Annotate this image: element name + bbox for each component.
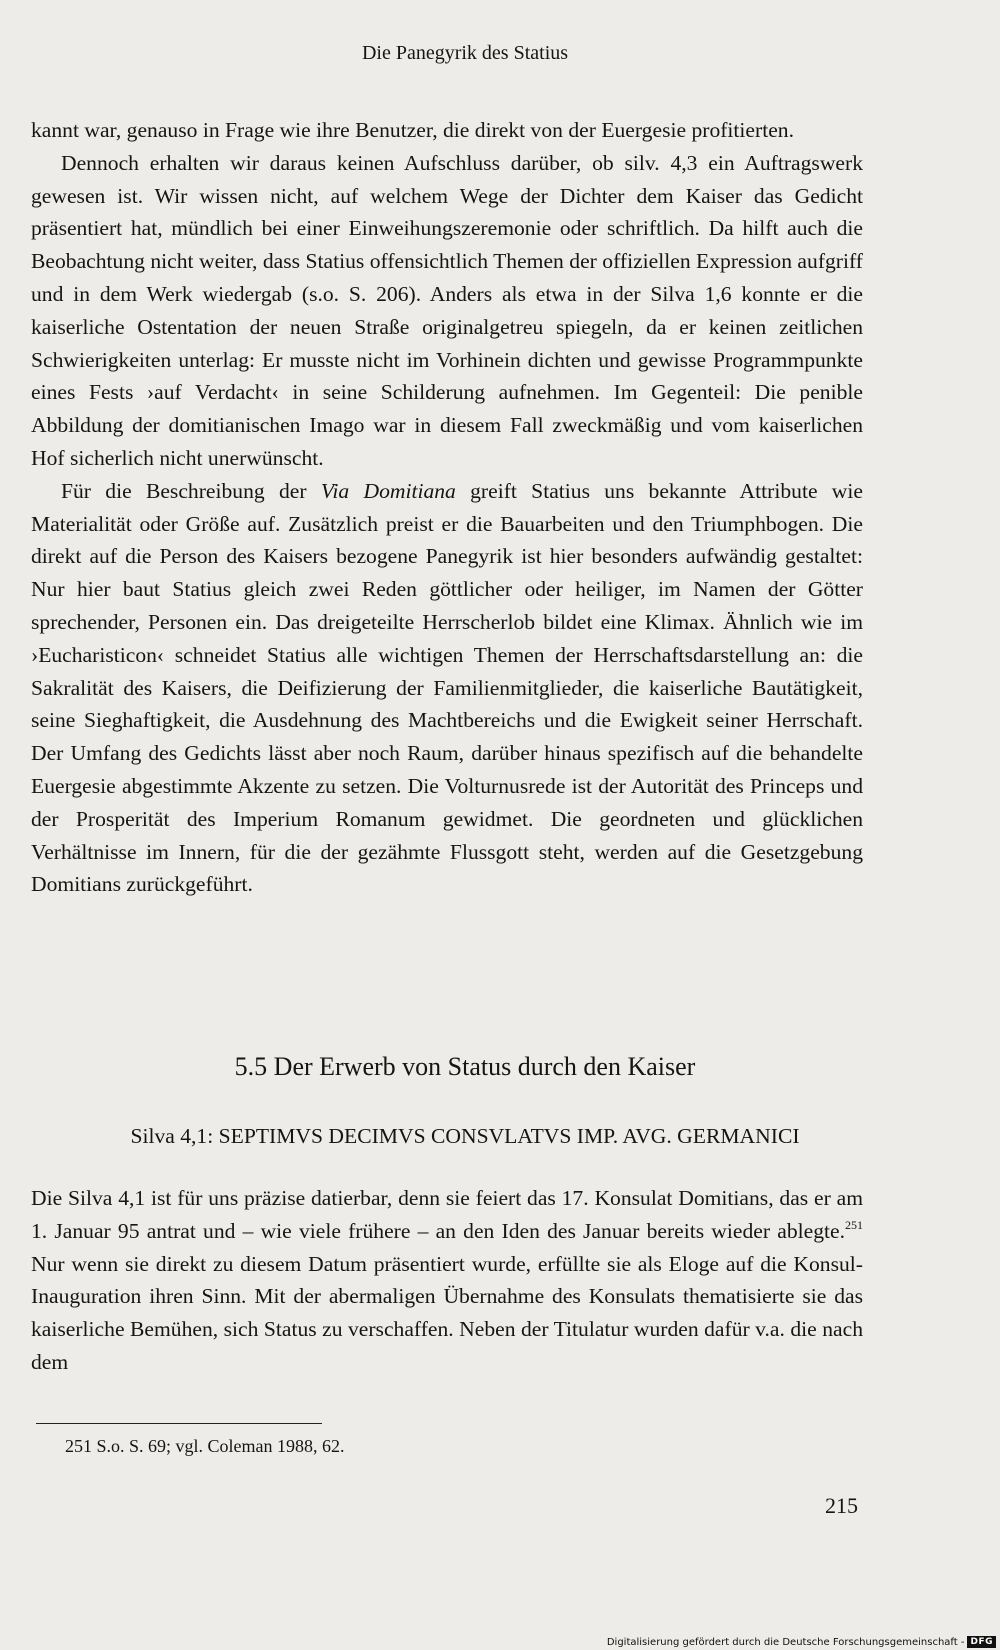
paragraph-3-rest: greift Statius uns bekannte Attribute wie Materialität oder Größe auf. Zusätzlich preist er die Bauarbeiten und den Triumphbogen. Die direkt auf die Person des Kaisers bezogene Panegyrik ist hier besonders aufwändig gestaltet: Nur hier baut Statius gleich zwei Reden göttlicher oder heiliger, im Namen der Götter sprechender, Personen ein. Das dreigeteilte Herrscherlob bildet eine Klimax. Ähnlich wie im ›Eucharisticon‹ schneidet Statius alle wichtigen Themen der Herrschaftsdarstellung an: die Sakralität des Kaisers, die Deifizierung der Familienmitglieder, die kaiserliche Bautätigkeit, seine Sieghaftigkeit, die Ausdehnung des Machtbereichs und die Ewigkeit seiner Herrschaft. Der Umfang des Gedichts lässt aber noch Raum, darüber hinaus spezifisch auf die behandelte Euergesie abgestimmte Akzente zu setzen. Die Volturnusrede ist der Autorität des Princeps und der Prosperität des Imperium Romanum gewidmet. Die geordneten und glücklichen Verhältnisse im Innern, für die der gezähmte Flussgott steht, werden auf die Gesetzgebung Domitians zurückgeführt. xyxy=(31,478,863,897)
paragraph-3-start: Für die Beschreibung der xyxy=(61,478,321,503)
running-header: Die Panegyrik des Statius xyxy=(361,42,569,64)
paragraph-2: Dennoch erhalten wir daraus keinen Aufschluss darüber, ob silv. 4,3 ein Auftragswerk gewesen ist. Wir wissen nicht, auf welchem Wege der Dichter dem Kaiser das Gedicht präsentiert hat, mündlich bei einer Einweihungszeremonie oder schriftlich. Da hilft auch die Beobachtung nicht weiter, dass Statius offensichtlich Themen der offiziellen Expression aufgriff und in dem Werk wiedergab (s.o. S. 206). Anders als etwa in der Silva 1,6 konnte er die kaiserliche Ostentation der neuen Straße originalgetreu spiegeln, da er keinen zeitlichen Schwierigkeiten unterlag: Er musste nicht im Vorhinein dichten und gewisse Programmpunkte eines Fests ›auf Verdacht‹ in seine Schilderung aufnehmen. Im Gegenteil: Die penible Abbildung der domitianischen Imago war in diesem Fall zweckmäßig und vom kaiserlichen Hof sicherlich nicht unerwünscht. xyxy=(31,150,863,470)
paragraph-1: kannt war, genauso in Frage wie ihre Benutzer, die direkt von der Euergesie profitierten. xyxy=(31,118,794,142)
dfg-logo: DFG xyxy=(967,1636,996,1648)
section-paragraph xyxy=(31,1182,863,1379)
credit-text: Digitalisierung gefördert durch die Deutsche Forschungsgemeinschaft - xyxy=(606,1636,965,1648)
footnote-divider xyxy=(36,1423,322,1424)
section-subheading: Silva 4,1: SEPTIMVS DECIMVS CONSVLATVS IMP. AVG. GERMANICI xyxy=(130,1124,800,1148)
footnote-251: 251 S.o. S. 69; vgl. Coleman 1988, 62. xyxy=(65,1436,345,1456)
section-paragraph-rest: Nur wenn sie direkt zu diesem Datum präsentiert wurde, erfüllte sie als Eloge auf die Konsul-Inauguration ihren Sinn. Mit der abermaligen Übernahme des Konsulats thematisierte sie das kaiserliche Bemühen, sich Status zu verschaffen. Neben der Titulatur wurden dafür v.a. die nach dem xyxy=(31,1251,863,1374)
footnote-reference[interactable]: 251 xyxy=(845,1217,863,1232)
digitization-credit xyxy=(607,1636,996,1648)
section-heading: 5.5 Der Erwerb von Status durch den Kaiser xyxy=(234,1052,696,1081)
page-number: 215 xyxy=(825,1493,858,1518)
section-body xyxy=(31,1182,863,1379)
body-text xyxy=(31,114,863,901)
section-paragraph-start: Die Silva 4,1 ist für uns präzise datierbar, denn sie feiert das 17. Konsulat Domitians, das er am 1. Januar 95 antrat und – wie viele frühere – an den Iden des Januar bereits wieder ablegte. xyxy=(31,1186,863,1243)
paragraph-3 xyxy=(31,475,863,901)
italic-term: Via Domitiana xyxy=(320,478,456,503)
